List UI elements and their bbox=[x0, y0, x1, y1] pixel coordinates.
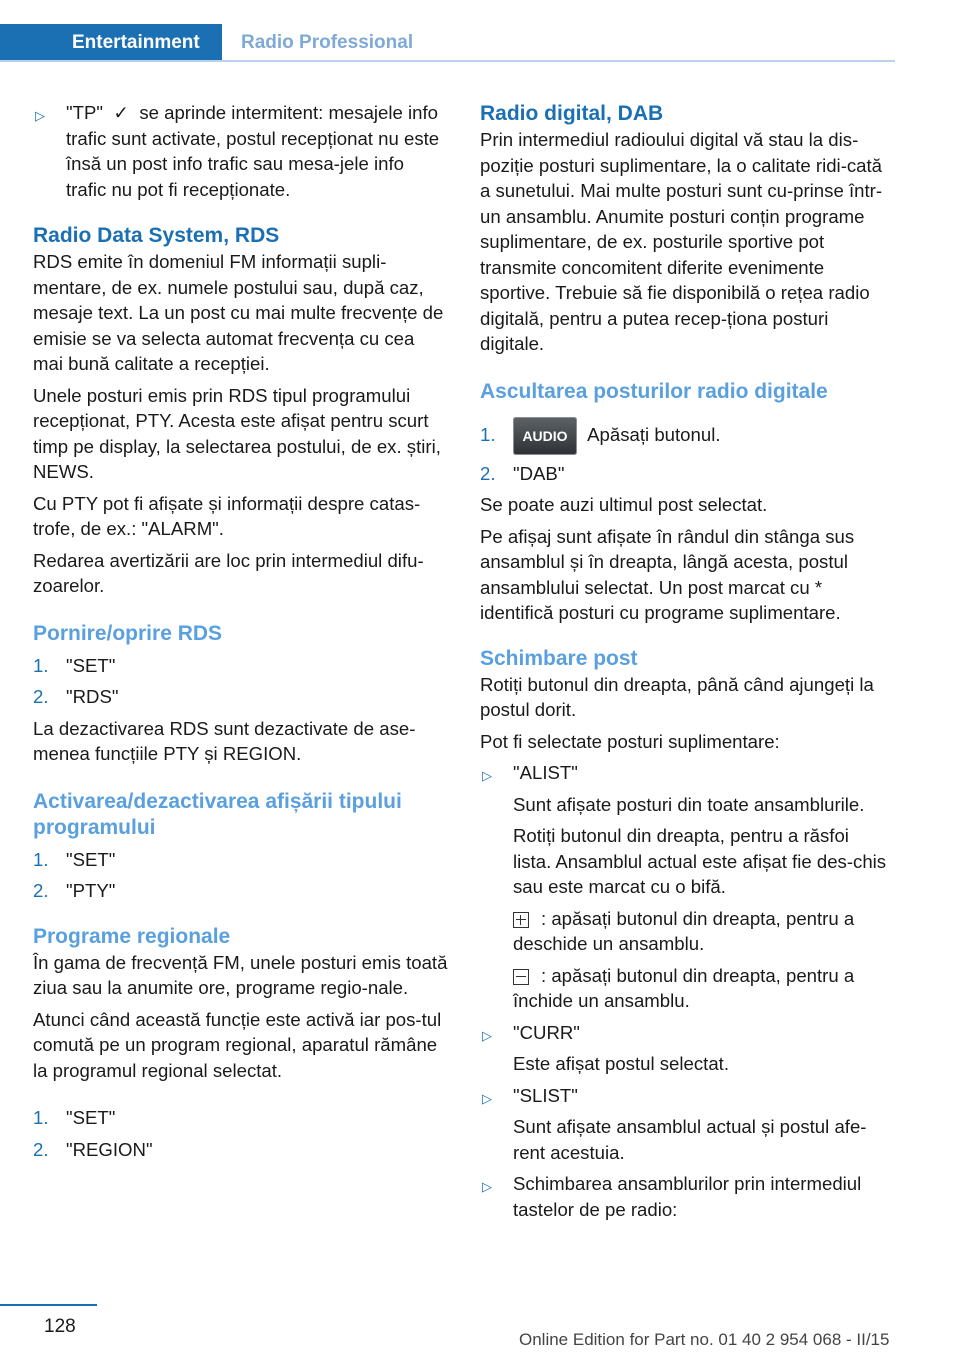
listen-paragraph-2: Pe afișaj sunt afișate în rândul din stânga sus ansamblul și în dreapta, lângă acesta, postul ansamblului selectat. Un post marcat cu * identifică posturi cu programe suplimentare. bbox=[480, 525, 855, 624]
list-item bbox=[33, 1105, 449, 1131]
alist-plus-text: : apăsați butonul din dreapta, pentru a deschide un ansamblu. bbox=[513, 907, 855, 955]
step-text: Apăsați butonul. bbox=[587, 423, 721, 445]
regional-paragraph-1: În gama de frecvență FM, unele posturi emis toată ziua sau la anumite ore, programe regio-nale. bbox=[33, 951, 448, 998]
rds-onoff-paragraph: La dezactivarea RDS sunt dezactivate de ase-menea funcțiile PTY și REGION. bbox=[33, 717, 416, 764]
step-number: 2. bbox=[33, 1138, 49, 1160]
list-item bbox=[33, 684, 449, 710]
pty-heading: Activarea/dezactivarea afișării tipului programului bbox=[33, 789, 402, 839]
alist-label: "ALIST" bbox=[513, 762, 578, 784]
step-number: 1. bbox=[33, 1107, 49, 1128]
step-number: 2. bbox=[480, 462, 496, 484]
list-item bbox=[33, 653, 449, 679]
regional-paragraph-2: Atunci când această funcție este activă iar pos-tul comută pe un program regional, aparatul rămâne la programul regional selectat. bbox=[33, 1008, 442, 1081]
step-number: 2. bbox=[33, 686, 49, 707]
change-ensemble-text: Schimbarea ansamblurilor prin intermediul tastelor de pe radio: bbox=[513, 1173, 862, 1220]
tp-text-2: info trafic sunt activate, postul recepționat nu este însă un post info trafic sau mesa-jele info trafic nu pot fi recepționate. bbox=[66, 102, 440, 200]
list-item bbox=[33, 878, 449, 904]
dab-heading: Radio digital, DAB bbox=[480, 102, 664, 125]
step-number: 1. bbox=[33, 848, 49, 870]
curr-text: Este afișat postul selectat. bbox=[513, 1053, 730, 1075]
expand-plus-icon bbox=[513, 912, 529, 928]
change-station-heading: Schimbare post bbox=[480, 646, 638, 670]
step-number: 2. bbox=[33, 880, 49, 901]
tab-radio-professional-label: Radio Professional bbox=[241, 32, 414, 53]
left-column bbox=[33, 100, 449, 1168]
triangle-bullet-icon: ▷ bbox=[482, 1179, 492, 1195]
check-icon: ✓ bbox=[113, 102, 129, 123]
change-paragraph-1: Rotiți butonul din dreapta, până când ajungeți la postul dorit. bbox=[480, 673, 874, 721]
tab-entertainment-label: Entertainment bbox=[72, 32, 200, 53]
tp-label: "TP" bbox=[66, 102, 103, 123]
rds-paragraph-3: Cu PTY pot fi afișate și informații despre catas-trofe, de ex.: "ALARM". bbox=[33, 492, 421, 539]
curr-label: "CURR" bbox=[513, 1021, 580, 1043]
slist-label: "SLIST" bbox=[513, 1084, 578, 1106]
alist-text-2: Rotiți butonul din dreapta, pentru a răsfoi lista. Ansamblul actual este afișat fie des-chis sau este marcat cu o bifă. bbox=[513, 825, 887, 898]
curr-bullet bbox=[480, 1020, 892, 1046]
audio-button-icon: AUDIO bbox=[513, 417, 577, 455]
step-text: "SET" bbox=[66, 654, 116, 676]
footer-divider bbox=[0, 1304, 97, 1306]
tab-entertainment bbox=[0, 24, 222, 62]
triangle-bullet-icon: ▷ bbox=[482, 1027, 492, 1043]
step-number: 1. bbox=[480, 423, 496, 445]
regional-heading: Programe regionale bbox=[33, 924, 231, 948]
rds-heading: Radio Data System, RDS bbox=[33, 224, 280, 247]
slist-text: Sunt afișate ansamblul actual și postul afe-rent acestuia. bbox=[513, 1116, 867, 1163]
step-text: "PTY" bbox=[66, 880, 116, 901]
rds-paragraph-2: Unele posturi emis prin RDS tipul programului recepționat, PTY. Acesta este afișat pentru scurt timp pe display, la selectarea postului, de ex. știri, NEWS. bbox=[33, 384, 441, 482]
dab-paragraph: Prin intermediul radioului digital vă stau la dis-poziție posturi suplimentare, la o calitate ridi-cată a sunetului. Mai multe posturi sunt cu-prinse într-un ansamblu. Anumite posturi conțin programe suplimentare, de ex. posturile sportive pot transmite concomitent diferite evenimente sportive. Trebuie să fie disponibilă o rețea radio digitală, pentru a putea recep-ționa posturi digitale. bbox=[480, 129, 883, 354]
list-item bbox=[33, 847, 449, 873]
listen-heading: Ascultarea posturilor radio digitale bbox=[480, 379, 828, 403]
page-number: 128 bbox=[44, 1316, 76, 1337]
step-text: "REGION" bbox=[66, 1138, 153, 1160]
alist-minus-row bbox=[480, 963, 892, 1014]
right-column bbox=[480, 100, 892, 1228]
rds-onoff-heading: Pornire/oprire RDS bbox=[33, 621, 223, 645]
step-text: "DAB" bbox=[513, 462, 565, 484]
list-item bbox=[480, 415, 892, 455]
triangle-bullet-icon: ▷ bbox=[35, 108, 45, 123]
slist-bullet bbox=[480, 1083, 892, 1109]
header-divider bbox=[0, 60, 895, 62]
step-text: "RDS" bbox=[66, 686, 119, 707]
alist-minus-text: : apăsați butonul din dreapta, pentru a închide un ansamblu. bbox=[513, 964, 855, 1012]
step-text: "SET" bbox=[66, 1107, 116, 1128]
page-header bbox=[0, 0, 895, 62]
listen-paragraph-1: Se poate auzi ultimul post selectat. bbox=[480, 494, 768, 516]
triangle-bullet-icon: ▷ bbox=[482, 1090, 492, 1106]
triangle-bullet-icon: ▷ bbox=[482, 768, 492, 784]
list-item bbox=[480, 461, 892, 487]
tp-text-1: se aprinde intermitent: mesajele bbox=[139, 102, 403, 123]
step-number: 1. bbox=[33, 654, 49, 676]
tp-bullet bbox=[33, 100, 449, 202]
rds-paragraph-1: RDS emite în domeniul FM informații supli-mentare, de ex. numele postului sau, după caz, mesaje text. La un post cu mai multe frecvențe de emisie se va selecta automat frecvența cu cea mai bună calitate a recepției. bbox=[33, 251, 444, 374]
alist-text-1: Sunt afișate posturi din toate ansamblurile. bbox=[513, 793, 865, 815]
change-ensemble-bullet bbox=[480, 1171, 892, 1222]
step-text: "SET" bbox=[66, 848, 116, 870]
tab-radio-professional bbox=[222, 24, 895, 62]
edition-note: Online Edition for Part no. 01 40 2 954 068 - II/15 bbox=[519, 1330, 890, 1349]
alist-plus-row bbox=[480, 906, 892, 957]
list-item bbox=[33, 1137, 449, 1163]
collapse-minus-icon bbox=[513, 969, 529, 985]
alist-bullet bbox=[480, 760, 892, 786]
change-paragraph-2: Pot fi selectate posturi suplimentare: bbox=[480, 730, 780, 752]
rds-paragraph-4: Redarea avertizării are loc prin intermediul difu-zoarelor. bbox=[33, 549, 424, 596]
